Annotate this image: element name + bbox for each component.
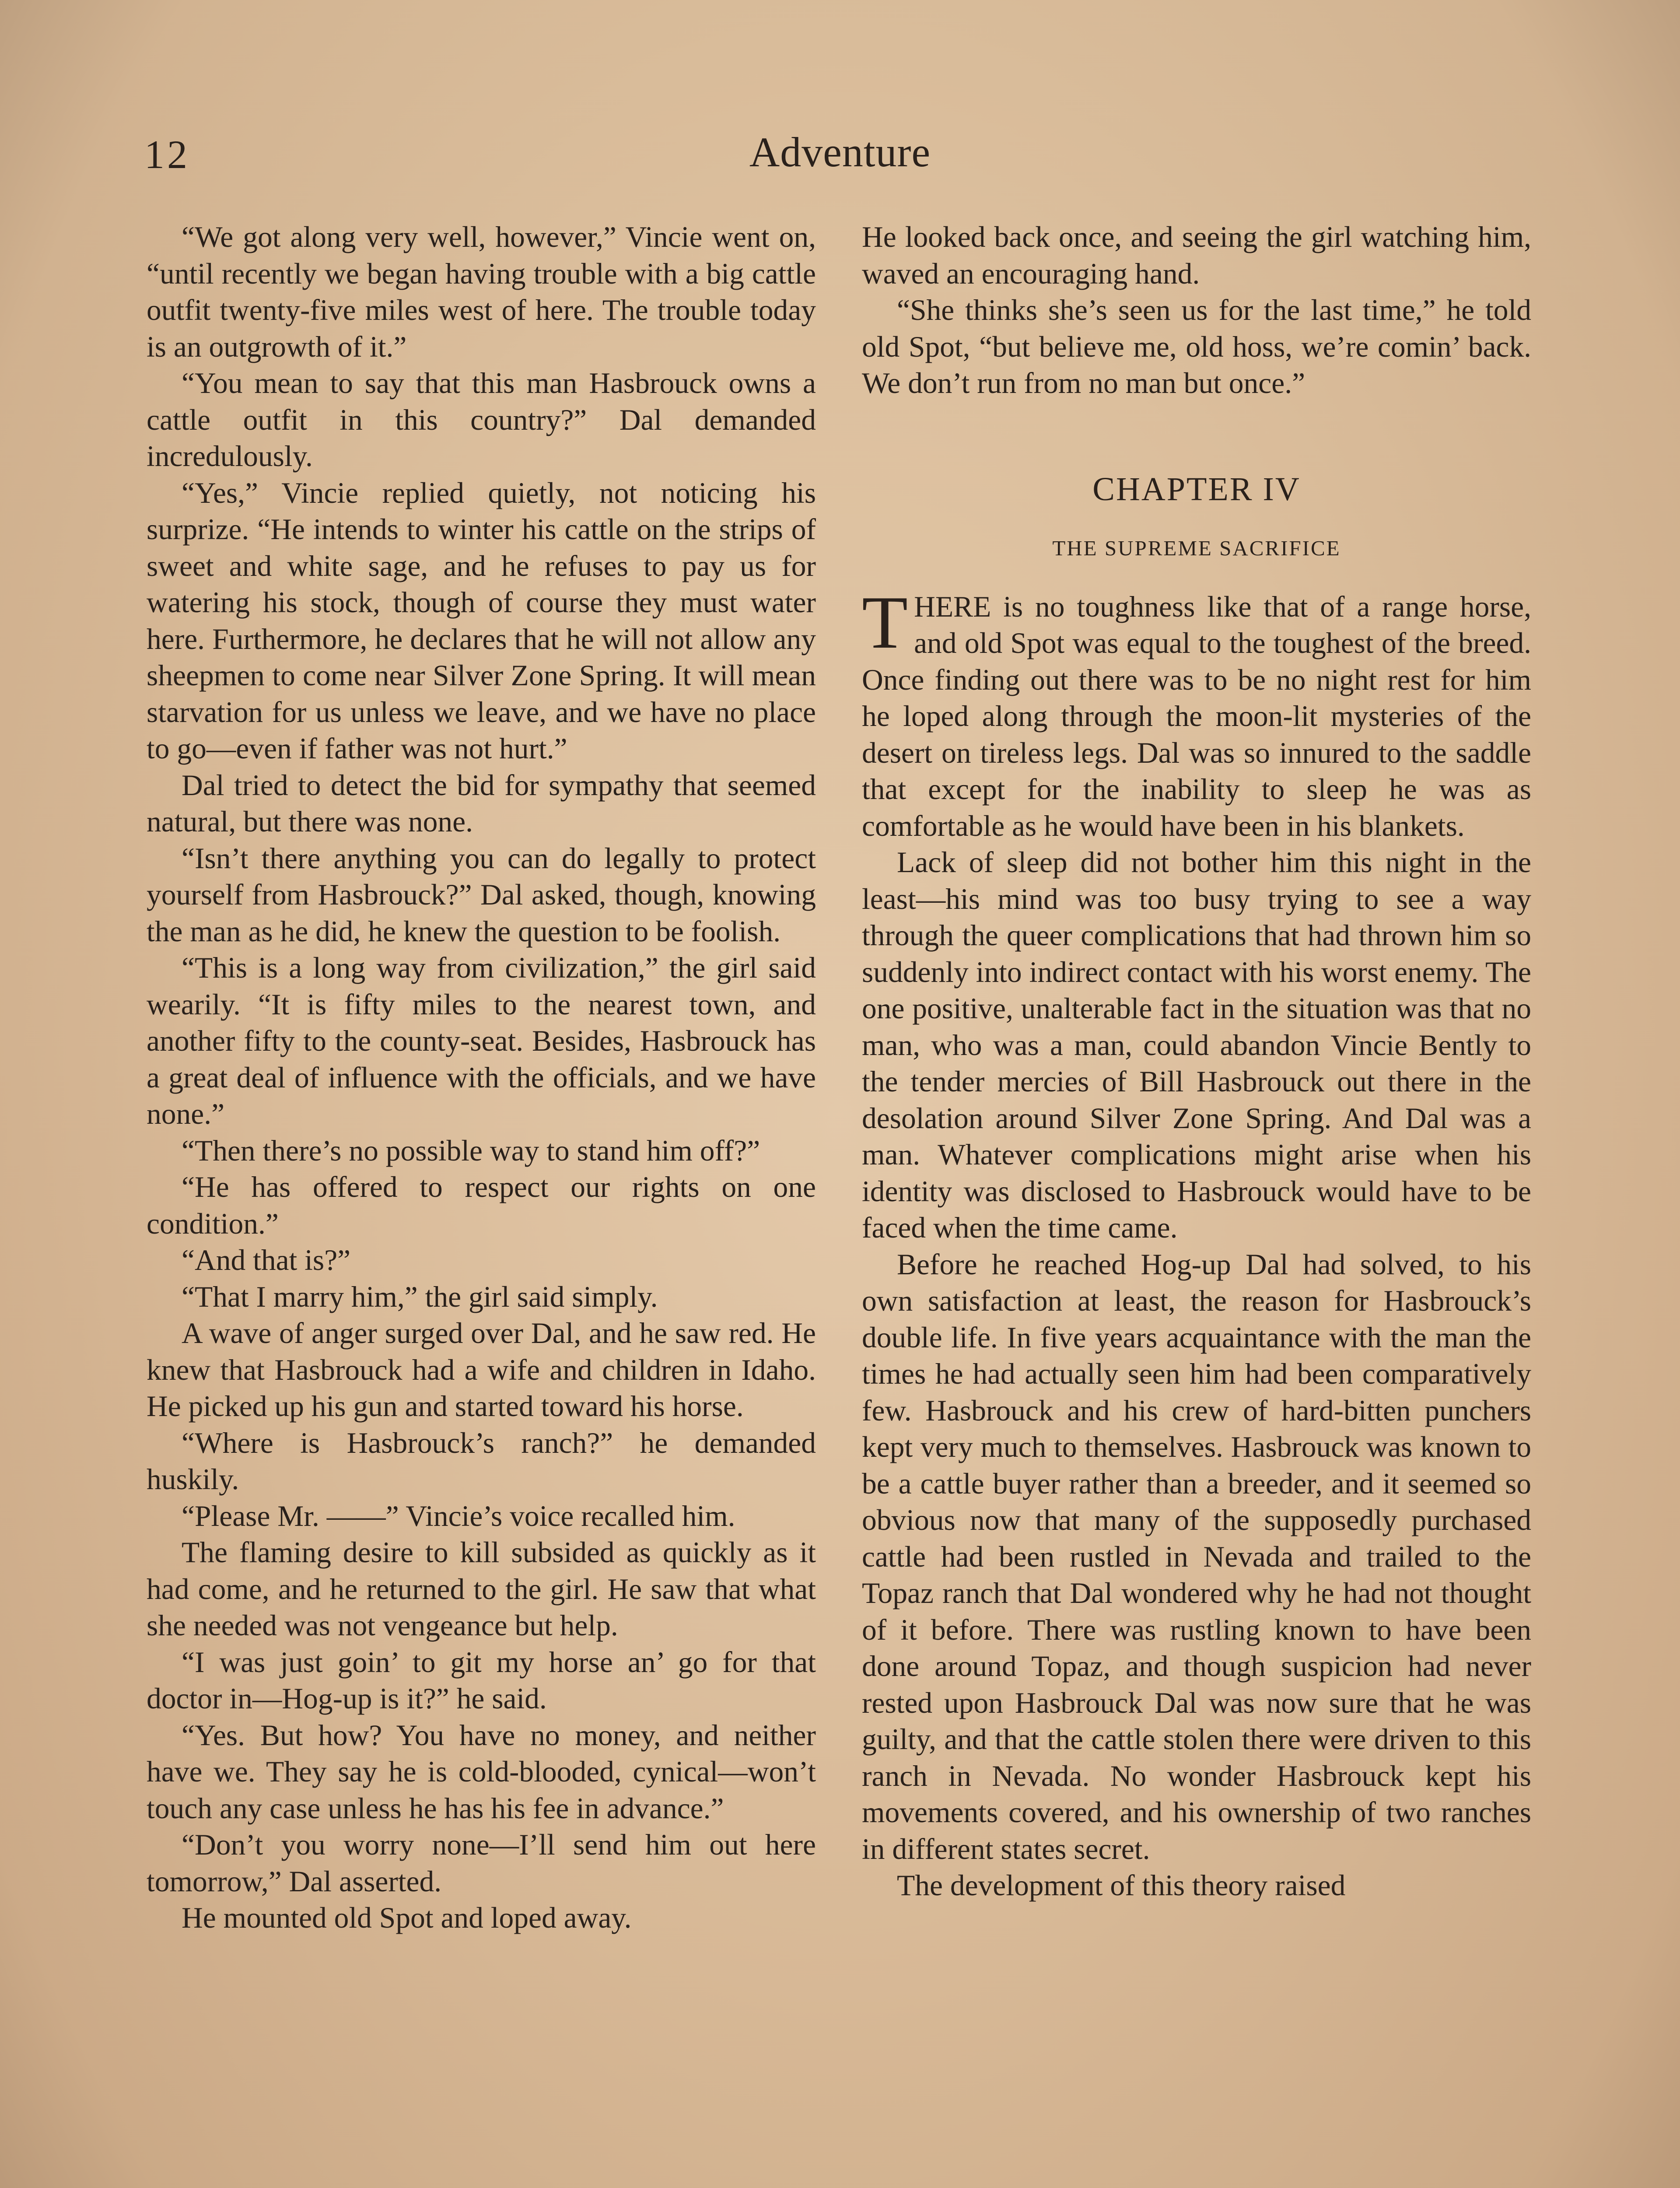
paragraph: Before he reached Hog-up Dal had solved, to his own satisfaction at least, the reason for Hasbrouck’s double life. In five years acquaintance with the man the times he had actually seen him had been comparatively few. Hasbrouck and his crew of hard-bitten punchers kept very much to themselves. Hasbrouck was known to be a cattle buyer rather than a breeder, and it seemed so obvious now that many of the supposedly purchased cattle had been rustled in Nevada and trailed to the Topaz ranch that Dal wondered why he had not thought of it before. There was rustling known to have been done around Topaz, and though suspicion had never rested upon Hasbrouck Dal was now sure that he was guilty, and that the cattle stolen there were driven to this ranch in Nevada. No wonder Hasbrouck kept his movements covered, and his ownership of two ranches in different states secret. (862, 1248, 1531, 1865)
page-number: 12 (144, 132, 190, 177)
paragraph: “We got along very well, however,” Vincie went on, “until recently we began having trouble with a big cattle outfit twenty-five miles west of here. The trouble today is an outgrowth of it.” (147, 221, 816, 363)
paragraph: “That I marry him,” the girl said simply. (182, 1280, 658, 1313)
right-column (862, 219, 1531, 1904)
paragraph: “Then there’s no possible way to stand him off?” (182, 1134, 760, 1167)
paragraph: “She thinks she’s seen us for the last time,” he told old Spot, “but believe me, old hoss, we’re comin’ back. We don’t run from no man but once.” (862, 294, 1531, 400)
paragraph: He mounted old Spot and loped away. (182, 1901, 632, 1934)
paragraph: “Yes. But how? You have no money, and neither have we. They say he is cold-blooded, cynical—won’t touch any case unless he has his fee in advance.” (147, 1718, 816, 1825)
paragraph: Dal tried to detect the bid for sympathy that seemed natural, but there was none. (147, 768, 816, 838)
paragraph: “This is a long way from civilization,” the girl said wearily. “It is fifty miles to the nearest town, and another fifty to the county-seat. Besides, Hasbrouck has a great deal of influence with the officials, and we have none.” (147, 951, 816, 1130)
left-column (147, 219, 816, 1936)
paragraph: Lack of sleep did not bother him this night in the least—his mind was too busy trying to see a way through the queer complications that had thrown him so suddenly into indirect contact with his worst enemy. The one positive, unalterable fact in the situation was that no man, who was a man, could abandon Vincie Bently to the tender mercies of Bill Hasbrouck out there in the desolation around Silver Zone Spring. And Dal was a man. Whatever complications might arise when his identity was disclosed to Hasbrouck would have to be faced when the time came. (862, 846, 1531, 1244)
paragraph: “Yes,” Vincie replied quietly, not noticing his surprize. “He intends to winter his cattle on the strips of sweet and white sage, and he refuses to pay us for watering his stock, though of course they must water here. Furthermore, he declares that he will not allow any sheepmen to come near Silver Zone Spring. It will mean starvation for us unless we leave, and we have no place to go—even if father was not hurt.” (147, 476, 816, 765)
paragraph: The flaming desire to kill subsided as quickly as it had come, and he returned to the girl. He saw that what she needed was not vengeance but help. (147, 1536, 816, 1642)
paragraph: “Please Mr. ——” Vincie’s voice recalled him. (182, 1499, 735, 1532)
paragraph: “You mean to say that this man Hasbrouck owns a cattle outfit in this country?” Dal demanded incredulously. (147, 367, 816, 473)
paragraph: “Don’t you worry none—I’ll send him out here tomorrow,” Dal asserted. (147, 1828, 816, 1898)
paragraph: “I was just goin’ to git my horse an’ go for that doctor in—Hog-up is it?” he said. (147, 1645, 816, 1715)
paragraph: “Where is Hasbrouck’s ranch?” he demanded huskily. (147, 1426, 816, 1496)
paragraph: He looked back once, and seeing the girl watching him, waved an encouraging hand. (862, 221, 1531, 290)
paragraph: The development of this theory raised (897, 1869, 1346, 1902)
chapter-subtitle: THE SUPREME SACRIFICE (1052, 536, 1341, 560)
paragraph: “Isn’t there anything you can do legally to protect yourself from Hasbrouck?” Dal asked, though, knowing the man as he did, he knew the question to be foolish. (147, 842, 816, 948)
paragraph: A wave of anger surged over Dal, and he saw red. He knew that Hasbrouck had a wife and children in Idaho. He picked up his gun and started toward his horse. (147, 1317, 816, 1423)
running-head-title: Adventure (749, 129, 931, 175)
chapter-heading: CHAPTER IV (1092, 470, 1301, 508)
opening-text: HERE is no toughness like that of a range horse, and old Spot was equal to the toughest of the breed. Once finding out there was to be no night rest for him he loped along through the moon-lit mysteries of the desert on tireless legs. Dal was so innured to the saddle that except for the inability to sleep he was as comfortable as he would have been in his blankets. (862, 590, 1531, 842)
paragraph: “And that is?” (182, 1244, 351, 1276)
chapter-opening-paragraph (862, 581, 1531, 845)
drop-cap: T (862, 581, 908, 664)
paragraph: “He has offered to respect our rights on one condition.” (147, 1171, 816, 1240)
